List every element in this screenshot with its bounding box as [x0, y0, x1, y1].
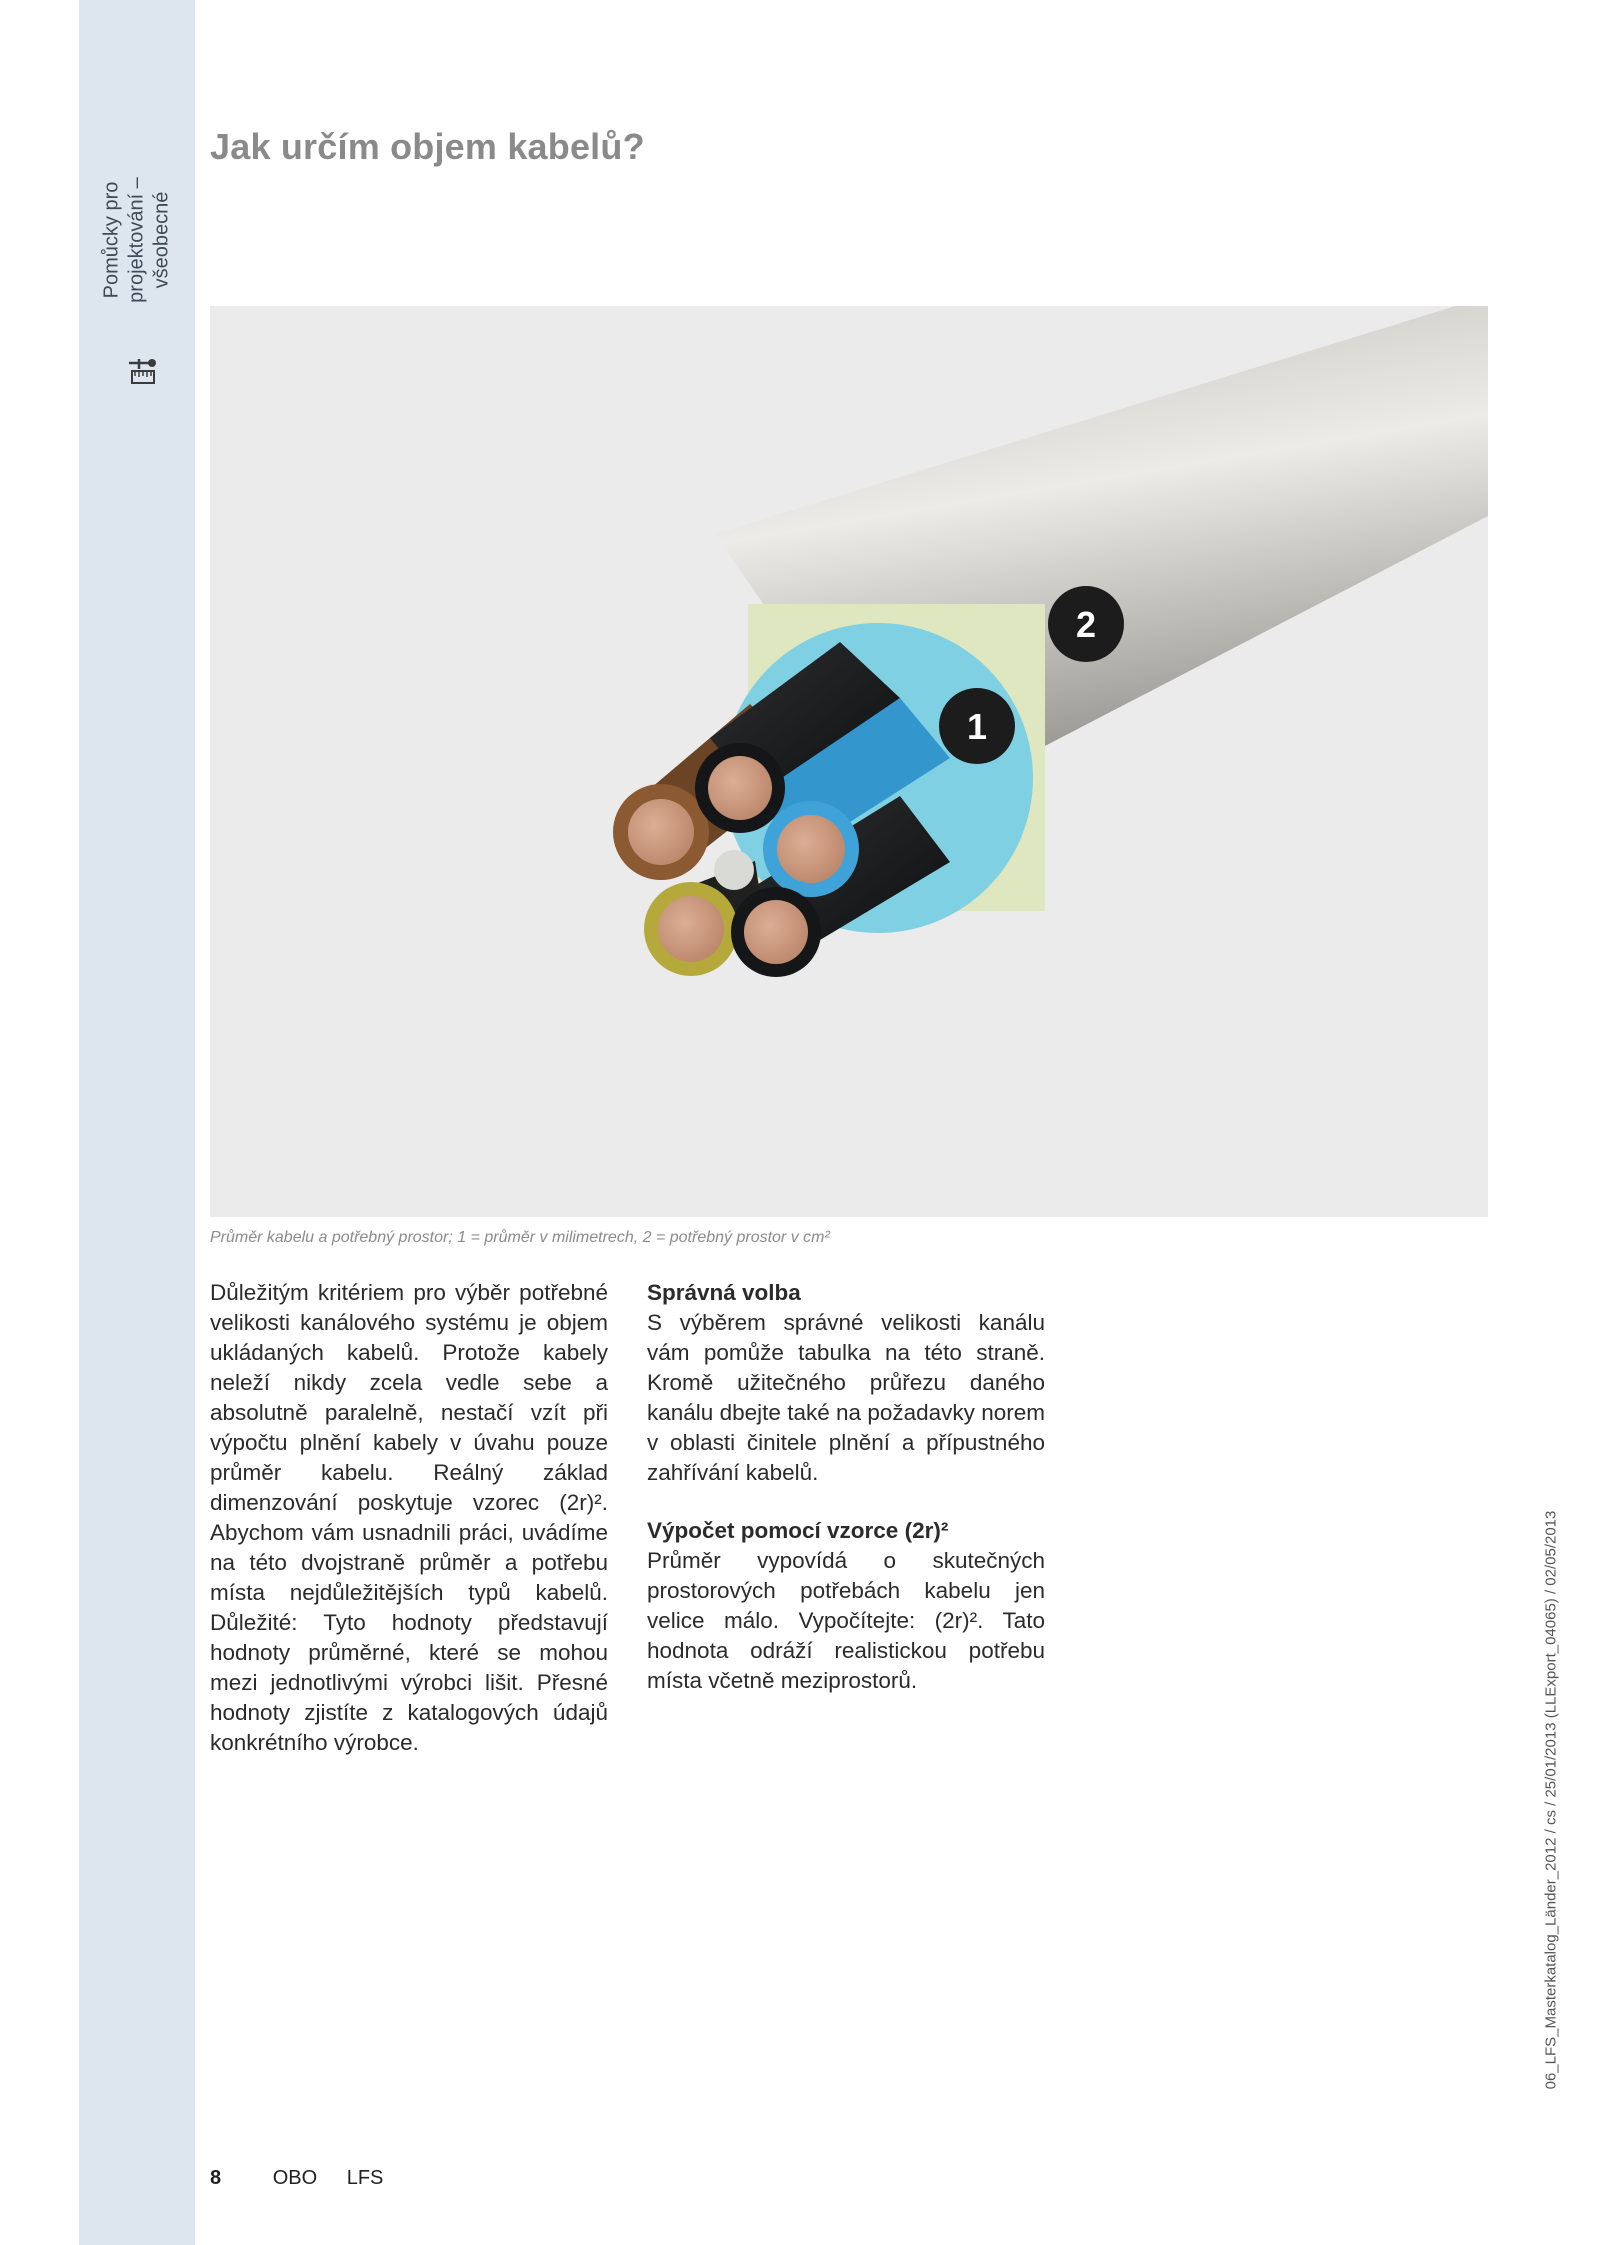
filler-core [714, 850, 754, 890]
section-label-line-2: projektování – [125, 177, 148, 303]
page-number: 8 [210, 2167, 222, 2189]
section-heading-vypocet: Výpočet pomocí vzorce (2r)² [647, 1518, 949, 1543]
marker-1-label: 1 [966, 706, 988, 747]
product-line: LFS [346, 2167, 384, 2189]
section-text-spravna-volba: S výběrem správné velikosti kanálu vám pomůže tabulka na této straně. Kromě užitečného průřezu daného kanálu dbejte také na požadavky norem v oblasti činitele plnění a přípustného zahřívání kabelů. [647, 1310, 1045, 1485]
page-title: Jak určím objem kabelů? [210, 126, 645, 167]
left-column [210, 1278, 608, 1758]
figure-caption: Průměr kabelu a potřebný prostor; 1 = průměr v milimetrech, 2 = potřebný prostor v cm² [210, 1229, 830, 1246]
section-text-vypocet: Průměr vypovídá o skutečných prostorových potřebách kabelu jen velice málo. Vypočítejte: (2r)². Tato hodnota odráží realistickou potřebu místa včetně meziprostorů. [647, 1548, 1045, 1693]
conductor-green-yellow-copper [658, 896, 724, 962]
section-label [100, 90, 175, 390]
brand-name: OBO [272, 2167, 318, 2189]
section-label-line-1: Pomůcky pro [100, 181, 123, 299]
conductor-black-bottom-copper [744, 900, 808, 964]
conductor-black-top-copper [708, 756, 772, 820]
cable-illustration [210, 306, 1488, 1217]
marker-2-label: 2 [1075, 604, 1097, 645]
section-label-line-3: všeobecné [150, 191, 173, 289]
page-footer [210, 2167, 383, 2190]
cable-cross-section-figure [210, 306, 1488, 1217]
ruler-tools-icon [123, 357, 161, 393]
conductor-blue-copper [777, 815, 845, 883]
intro-paragraph: Důležitým kritériem pro výběr potřebné velikosti kanálového systému je objem ukládaných kabelů. Protože kabely neleží nikdy zcela vedle sebe a absolutně paralelně, nestačí vzít při výpočtu plnění kabely v úvahu pouze průměr kabelu. Reálný základ dimenzování poskytuje vzorec (2r)². Abychom vám usnadnili práci, uvádíme na této dvojstraně průměr a potřebu místa nejdůležitějších typů kabelů. Důležité: Tyto hodnoty představují hodnoty průměrné, které se mohou mezi jednotlivými výrobci lišit. Přesné hodnoty zjistíte z katalogových údajů konkrétního výrobce. [210, 1280, 608, 1755]
right-column [647, 1278, 1045, 1696]
print-meta-vertical: 06_LFS_Masterkatalog_Länder_2012 / cs / 25/01/2013 (LLExport_04065) / 02/05/2013 [1542, 1510, 1560, 2090]
conductor-brown-copper [628, 799, 694, 865]
section-heading-spravna-volba: Správná volba [647, 1280, 801, 1305]
